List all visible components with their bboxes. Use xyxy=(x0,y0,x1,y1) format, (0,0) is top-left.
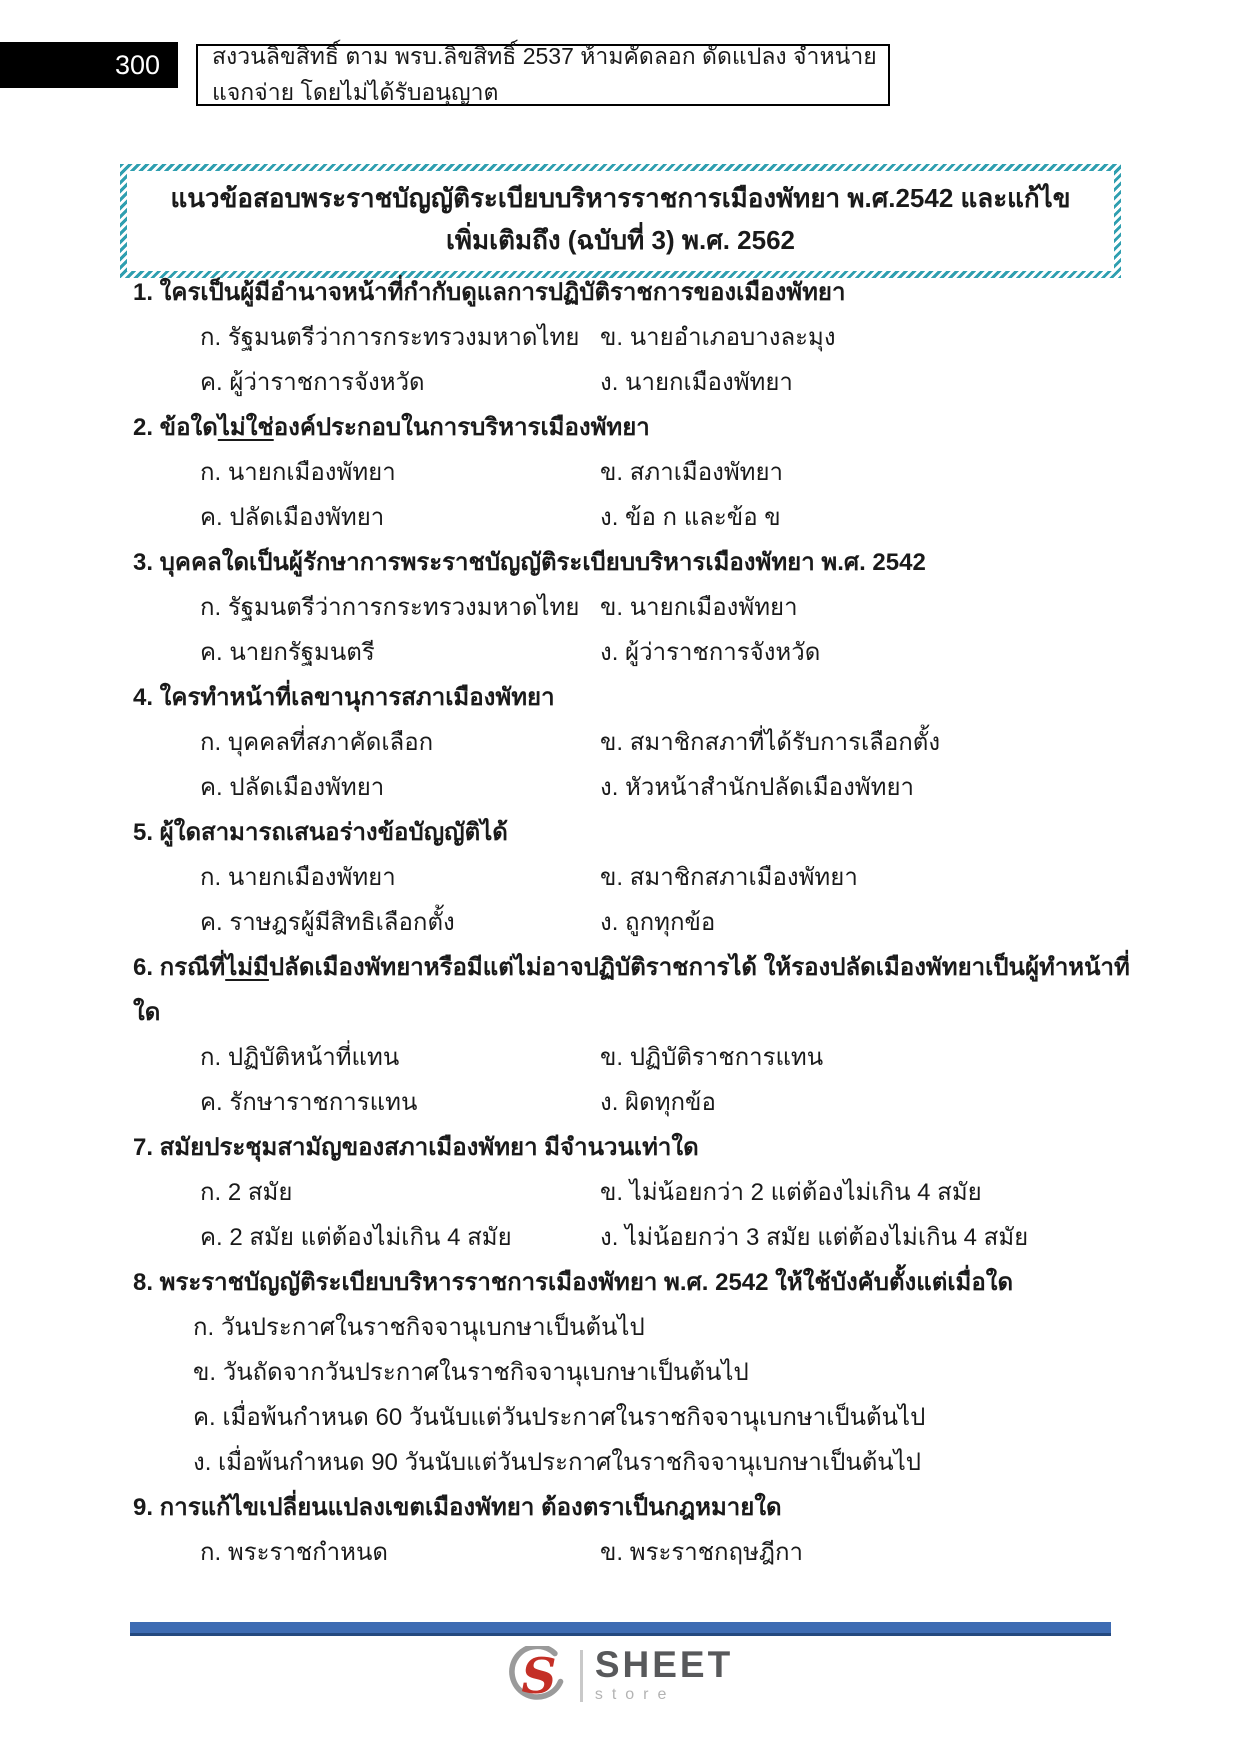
brand-subtitle: store xyxy=(594,1686,676,1703)
logo-text xyxy=(594,1644,734,1705)
svg-text:S: S xyxy=(521,1647,557,1705)
question-text: 3. บุคคลใดเป็นผู้รักษาการพระราชบัญญัติระเบียบบริหารเมืองพัทยา พ.ศ. 2542 xyxy=(133,549,926,576)
sheet-store-logo xyxy=(0,1646,1241,1706)
answer-option-row xyxy=(133,720,1133,765)
answer-option: ข. สมาชิกสภาเมืองพัทยา xyxy=(600,864,858,891)
answer-option: ค. เมื่อพ้นกำหนด 60 วันนับแต่วันประกาศในราชกิจจานุเบกษาเป็นต้นไป xyxy=(193,1404,926,1431)
answer-option: ค. ราษฎรผู้มีสิทธิเลือกตั้ง xyxy=(200,909,455,936)
answer-option: ค. รักษาราชการแทน xyxy=(200,1089,418,1116)
answer-option: ง. ผิดทุกข้อ xyxy=(600,1089,716,1116)
answer-option-row xyxy=(133,1170,1133,1215)
answer-option: ก. พระราชกำหนด xyxy=(200,1539,388,1566)
answer-option: ข. สมาชิกสภาที่ได้รับการเลือกตั้ง xyxy=(600,729,941,756)
answer-option: ค. ปลัดเมืองพัทยา xyxy=(200,504,385,531)
copyright-text: สงวนลิขสิทธิ์ ตาม พรบ.ลิขสิทธิ์ 2537 ห้ามคัดลอก ดัดแปลง จำหน่าย แจกจ่าย โดยไม่ได้รับอนุญาต xyxy=(212,43,877,105)
answer-option: ข. นายกเมืองพัทยา xyxy=(600,594,798,621)
answer-option: ข. สภาเมืองพัทยา xyxy=(600,459,784,486)
answer-option-row xyxy=(133,450,1133,495)
question-text: 9. การแก้ไขเปลี่ยนแปลงเขตเมืองพัทยา ต้องตราเป็นกฎหมายใด xyxy=(133,1494,782,1521)
answer-option-row xyxy=(133,1035,1133,1080)
answer-option: ข. วันถัดจากวันประกาศในราชกิจจานุเบกษาเป็นต้นไป xyxy=(193,1359,749,1386)
answer-option: ก. รัฐมนตรีว่าการกระทรวงมหาดไทย xyxy=(200,324,580,351)
exam-title: แนวข้อสอบพระราชบัญญัติระเบียบบริหารราชการเมืองพัทยา พ.ศ.2542 และแก้ไขเพิ่มเติมถึง (ฉบับที่ 3) พ.ศ. 2562 xyxy=(170,183,1071,255)
answer-option: ก. 2 สมัย xyxy=(200,1179,293,1206)
answer-option: ข. ไม่น้อยกว่า 2 แต่ต้องไม่เกิน 4 สมัย xyxy=(600,1179,982,1206)
answer-option-row xyxy=(133,1215,1133,1260)
answer-option: ง. หัวหน้าสำนักปลัดเมืองพัทยา xyxy=(600,774,914,801)
answer-option: ข. พระราชกฤษฎีกา xyxy=(600,1539,804,1566)
logo-divider xyxy=(580,1650,583,1702)
answer-option-row xyxy=(133,1080,1133,1125)
page-number-badge: 300 xyxy=(0,42,178,88)
answer-option: ก. บุคคลที่สภาคัดเลือก xyxy=(200,729,434,756)
answer-option: ก. นายกเมืองพัทยา xyxy=(200,459,396,486)
answer-option: ค. ปลัดเมืองพัทยา xyxy=(200,774,385,801)
answer-option-row xyxy=(133,495,1133,540)
answer-option: ก. รัฐมนตรีว่าการกระทรวงมหาดไทย xyxy=(200,594,580,621)
answer-option-row xyxy=(133,315,1133,360)
answer-option: ง. เมื่อพ้นกำหนด 90 วันนับแต่วันประกาศในราชกิจจานุเบกษาเป็นต้นไป xyxy=(193,1449,922,1476)
answer-option: ข. ปฏิบัติราชการแทน xyxy=(600,1044,824,1071)
answer-option-row xyxy=(133,900,1133,945)
copyright-notice-box xyxy=(196,44,890,106)
answer-option: ง. ข้อ ก และข้อ ข xyxy=(600,504,781,531)
question-text: 7. สมัยประชุมสามัญของสภาเมืองพัทยา มีจำนวนเท่าใด xyxy=(133,1134,699,1161)
question-text: 6. กรณีที่ไม่มีปลัดเมืองพัทยาหรือมีแต่ไม่อาจปฏิบัติราชการได้ ให้รองปลัดเมืองพัทยาเป็นผู้ทำหน้าที่ใด xyxy=(133,954,1130,1026)
answer-option: ค. ผู้ว่าราชการจังหวัด xyxy=(200,369,425,396)
answer-option: ง. ผู้ว่าราชการจังหวัด xyxy=(600,639,821,666)
s-logo-icon xyxy=(508,1646,568,1706)
answer-option: ง. ถูกทุกข้อ xyxy=(600,909,716,936)
answer-option: ข. นายอำเภอบางละมุง xyxy=(600,324,836,351)
answer-option-row xyxy=(133,585,1133,630)
question-text: 5. ผู้ใดสามารถเสนอร่างข้อบัญญัติได้ xyxy=(133,819,508,846)
answer-option: ง. ไม่น้อยกว่า 3 สมัย แต่ต้องไม่เกิน 4 สมัย xyxy=(600,1224,1029,1251)
questions-list xyxy=(133,270,1133,1575)
brand-name: SHEET xyxy=(594,1644,734,1685)
question-text: 1. ใครเป็นผู้มีอำนาจหน้าที่กำกับดูแลการปฏิบัติราชการของเมืองพัทยา xyxy=(133,279,846,306)
answer-option-row xyxy=(133,765,1133,810)
answer-option: ก. วันประกาศในราชกิจจานุเบกษาเป็นต้นไป xyxy=(193,1314,645,1341)
answer-option-row xyxy=(133,360,1133,405)
answer-option-row xyxy=(133,630,1133,675)
answer-option-row xyxy=(133,1530,1133,1575)
question-text: 2. ข้อใดไม่ใช่องค์ประกอบในการบริหารเมืองพัทยา xyxy=(133,414,650,441)
question-text: 4. ใครทำหน้าที่เลขานุการสภาเมืองพัทยา xyxy=(133,684,555,711)
exam-title-box xyxy=(120,164,1121,278)
answer-option-row xyxy=(133,855,1133,900)
footer-divider-bar xyxy=(130,1622,1111,1636)
question-text: 8. พระราชบัญญัติระเบียบบริหารราชการเมืองพัทยา พ.ศ. 2542 ให้ใช้บังคับตั้งแต่เมื่อใด xyxy=(133,1269,1014,1296)
answer-option: ง. นายกเมืองพัทยา xyxy=(600,369,793,396)
answer-option: ค. 2 สมัย แต่ต้องไม่เกิน 4 สมัย xyxy=(200,1224,512,1251)
answer-option: ก. ปฏิบัติหน้าที่แทน xyxy=(200,1044,400,1071)
answer-option: ค. นายกรัฐมนตรี xyxy=(200,639,375,666)
answer-option: ก. นายกเมืองพัทยา xyxy=(200,864,396,891)
